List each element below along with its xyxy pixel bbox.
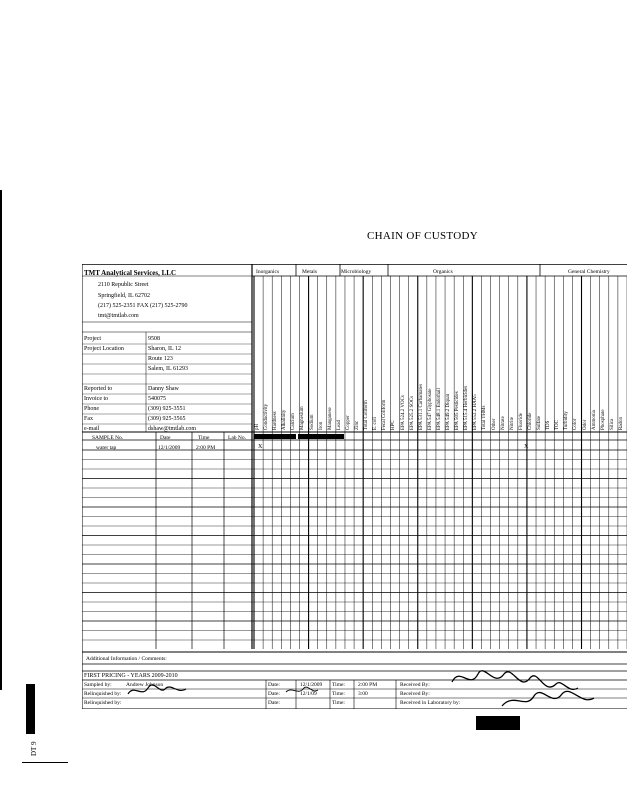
- date-label-3: Date:: [268, 700, 280, 706]
- email-label: e-mail: [84, 426, 100, 432]
- lab-email: tmt@tmtlab.com: [98, 313, 139, 319]
- group-general-chemistry: General Chemistry: [568, 269, 610, 275]
- col-date: Date: [160, 435, 171, 441]
- email-value: dshaw@tmtlab.com: [148, 426, 197, 432]
- reported-to-label: Reported to: [84, 386, 113, 392]
- sample-row-date: 12/1/2009: [158, 445, 181, 451]
- relinquished-2-label: Relinquished by:: [84, 700, 122, 706]
- analysis-label: Odor: [582, 419, 588, 430]
- location-line-1: Sharon, IL 12: [148, 346, 181, 352]
- lab-city: Springfield, IL 62702: [98, 293, 150, 299]
- received-by-label-2: Received By:: [400, 691, 430, 697]
- phone-value: (309) 925-3551: [148, 406, 186, 412]
- signature-received-2: [502, 691, 594, 706]
- analysis-label: Calcium: [291, 413, 297, 430]
- analysis-label: Ammonia: [591, 410, 597, 430]
- col-time: Time: [198, 435, 210, 441]
- analysis-label: Radon: [618, 416, 624, 430]
- redaction-block: [476, 716, 520, 730]
- bottom-left-line: [22, 762, 68, 763]
- analysis-label: EPA 515.4 Herbicides: [464, 385, 470, 430]
- analysis-label: EPA 548.1 Endothall: [436, 388, 442, 430]
- analysis-label: Conductivity: [264, 403, 270, 430]
- analysis-label: Manganese: [327, 407, 333, 430]
- sampled-by-label: Sampled by:: [84, 682, 112, 688]
- location-line-3: Salem, IL 61293: [148, 366, 188, 372]
- analysis-label: EPA 505 Pesticides: [455, 391, 461, 430]
- col-sample-no: SAMPLE No.: [92, 435, 124, 441]
- analysis-label: Phosphate: [600, 409, 606, 430]
- time-label-2: Time:: [332, 691, 345, 697]
- analysis-label: Turbidity: [564, 411, 570, 430]
- date-value-2: 12/1/09: [300, 691, 317, 697]
- analysis-label: Lead: [336, 420, 342, 430]
- group-metals: Metals: [302, 269, 317, 275]
- analysis-label: Magnesium: [300, 406, 306, 430]
- analysis-label: Chloride: [527, 412, 533, 430]
- analysis-label: TOC: [555, 420, 561, 430]
- analysis-label: Total Coliform: [364, 400, 370, 430]
- project-location-label: Project Location: [84, 346, 124, 352]
- fax-value: (309) 925-3565: [148, 416, 186, 422]
- fax-label: Fax: [84, 416, 93, 422]
- received-lab-label: Received in Laboratory by:: [400, 700, 461, 706]
- group-inorganics: Inorganics: [256, 269, 280, 275]
- analysis-label: TDS: [546, 420, 552, 430]
- location-line-2: Route 123: [148, 356, 173, 362]
- analysis-label: EPA 549.2 Diquat: [446, 393, 452, 430]
- relinquished-1-label: Relinquished by:: [84, 691, 122, 697]
- lab-address: 2110 Republic Street: [98, 282, 149, 288]
- analysis-label: EPA 531.1 Carbamates: [418, 383, 424, 430]
- group-organics: Organics: [433, 269, 453, 275]
- scan-edge-line: [0, 190, 2, 690]
- date-label-1: Date:: [268, 682, 280, 688]
- project-value: 9508: [148, 336, 160, 342]
- analysis-label: pH: [255, 423, 260, 430]
- group-microbiology: Microbiology: [341, 269, 372, 275]
- analysis-label: Sulfate: [537, 415, 543, 430]
- analysis-label: Silica: [609, 418, 615, 430]
- analysis-label: Nitrate: [500, 416, 506, 430]
- time-value-2: 3:00: [358, 691, 368, 697]
- analysis-label: Fluoride: [518, 413, 524, 430]
- analysis-label: Fecal Coliform: [382, 399, 388, 430]
- date-label-2: Date:: [268, 691, 280, 697]
- signature-relinquished: [128, 685, 186, 694]
- lab-phone-fax: (217) 525-2351 FAX (217) 525-2790: [98, 303, 188, 309]
- page-title: CHAIN OF CUSTODY: [367, 230, 478, 242]
- analysis-label: Alkalinity: [282, 409, 288, 430]
- analysis-label: HPC: [391, 420, 397, 430]
- signature-received-1: [452, 671, 578, 690]
- analysis-label: Copper: [345, 415, 351, 430]
- analysis-label: EPA 552.2 HAA5: [473, 394, 479, 430]
- date-value-1: 12/1/2009: [300, 682, 323, 688]
- reported-to-value: Danny Shaw: [148, 386, 179, 392]
- analysis-label: Total THMs: [482, 405, 488, 430]
- invoice-to-value: 540075: [148, 396, 166, 402]
- side-mark: DT 9: [30, 741, 38, 756]
- additional-info-label: Additional Information / Comments:: [86, 656, 167, 662]
- col-lab-no: Lab No.: [228, 435, 247, 441]
- analysis-label: Other: [491, 418, 497, 430]
- analysis-label: EPA 525.2 SOCs: [409, 395, 415, 430]
- analysis-label: Iron: [318, 421, 324, 430]
- left-marker-bar: [26, 684, 35, 734]
- sample-row-mark-1: X: [258, 444, 263, 450]
- lab-name: TMT Analytical Services, LLC: [84, 269, 177, 277]
- analysis-label: EPA 547 Glyphosate: [427, 388, 433, 430]
- project-label: Project: [84, 336, 101, 342]
- analysis-label: Sodium: [309, 414, 315, 430]
- analysis-label: Zinc: [355, 420, 361, 430]
- date-scribble: [286, 687, 318, 692]
- invoice-to-label: Invoice to: [84, 396, 109, 402]
- pricing-note: FIRST PRICING - YEARS 2009-2010: [84, 673, 178, 679]
- phone-label: Phone: [84, 406, 99, 412]
- analysis-label: E. coli: [373, 416, 379, 430]
- signatures: [82, 264, 627, 709]
- sample-row-name: water tap: [96, 445, 117, 451]
- sample-row-mark-2: X: [524, 444, 529, 450]
- analysis-label: Hardness: [273, 411, 279, 430]
- sample-row-time: 2:00 PM: [196, 445, 216, 451]
- coc-form: [82, 264, 627, 709]
- sampled-by-name: Andrew Johnson: [126, 682, 164, 688]
- received-by-label-1: Received By:: [400, 682, 430, 688]
- analysis-label: Nitrite: [509, 416, 515, 430]
- time-value-1: 2:00 PM: [358, 682, 378, 688]
- time-label-3: Time:: [332, 700, 345, 706]
- time-label-1: Time:: [332, 682, 345, 688]
- analysis-label: EPA 524.2 VOCs: [400, 395, 406, 430]
- analysis-label: Color: [573, 418, 579, 430]
